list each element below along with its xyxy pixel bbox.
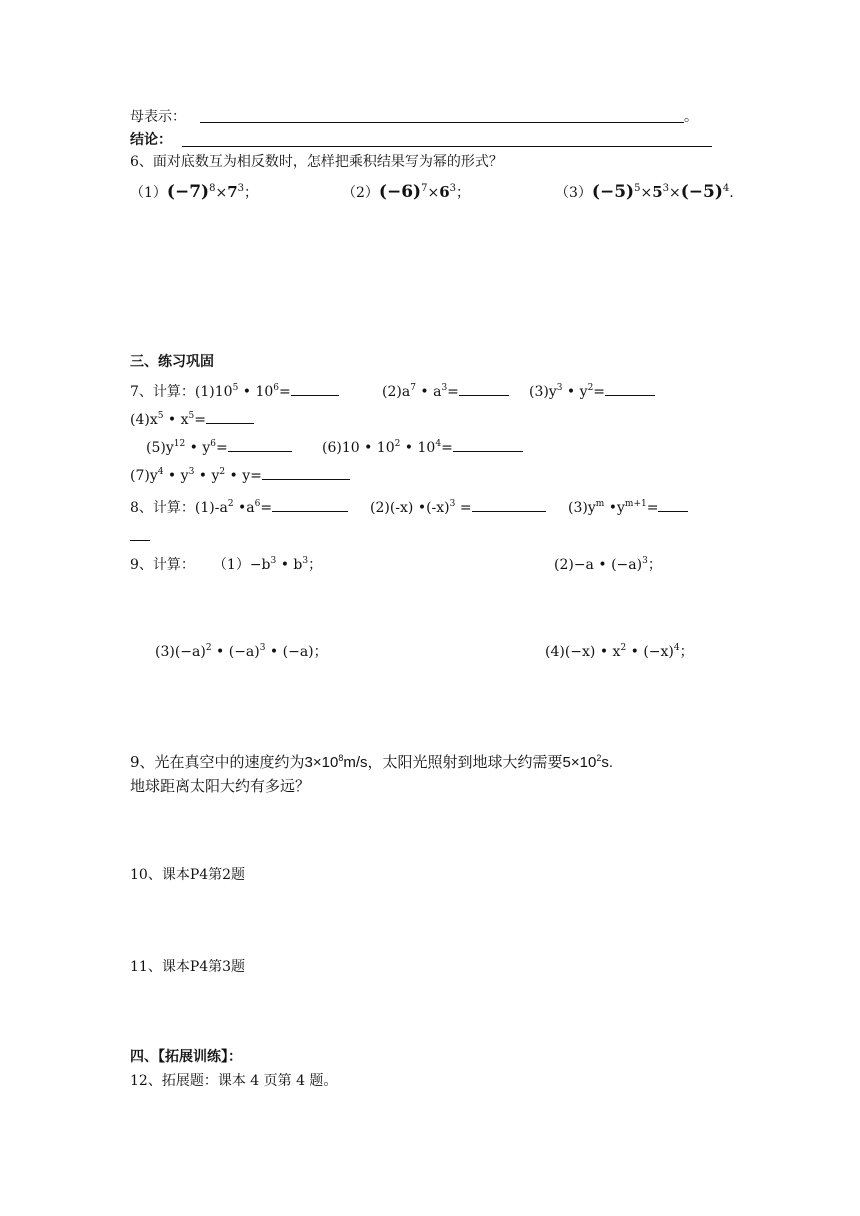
- q8-item-3: $(3)y^m$ $•y^{m+1}=$: [568, 499, 688, 519]
- q7-item-3: $(3)y^3$ • $y^2=$: [529, 383, 655, 403]
- q7-row-1: 7、计算：$(1)10^5$ • $10^6=$: [130, 383, 339, 403]
- q9b-line-2: 地球距离太阳大约有多远？: [130, 777, 311, 795]
- blank-q7-4[interactable]: [206, 411, 254, 424]
- answer-line-1[interactable]: [200, 122, 684, 123]
- answer-line-2[interactable]: [182, 146, 712, 147]
- q12-text: 12、拓展题：课本 4 页第 4 题。: [130, 1073, 338, 1089]
- section3-heading: 三、练习巩固: [130, 354, 214, 370]
- blank-q7-2[interactable]: [459, 383, 509, 396]
- q7-item-5: $(5)y^{12}$ • $y^6=$: [146, 439, 292, 459]
- blank-q7-1[interactable]: [291, 383, 339, 396]
- q7-item-2: $(2)a^7$ • $a^3=$: [382, 383, 509, 403]
- blank-q8-2[interactable]: [472, 499, 546, 512]
- blank-q7-6[interactable]: [453, 439, 523, 452]
- q7-item-4: $(4)x^5$ • $x^5=$: [130, 411, 254, 431]
- q9-item-4: (4)(−x) • $x^2$ • $(-x)^4$；: [545, 643, 694, 660]
- blank-q8-3-wrap[interactable]: [130, 528, 150, 541]
- q8-item-1: 8、计算：$(1)-a^2$ $•a^6=$: [130, 499, 348, 519]
- blank-q7-5[interactable]: [228, 439, 292, 452]
- q6-item-3: $(3)(-5)^5\times 5^3\times(-5)^4$.: [555, 182, 734, 202]
- line1-end: 。: [684, 109, 698, 125]
- q6-item-1: $(1)(-7)^8\times 7^3$；: [130, 182, 259, 202]
- q9-item-3: $(3)(-a)^2$ • $(-a)^3$ • (−a)；: [155, 643, 328, 660]
- blank-q7-7[interactable]: [262, 467, 350, 480]
- q11-text: 11、课本P4第3题: [130, 959, 246, 975]
- q9-item-1: 9、计算： $(1)-b^3$ • $b^3$；: [130, 556, 323, 573]
- blank-q8-3[interactable]: [658, 499, 688, 512]
- q7-item-6: (6)10 • $10^2$ • $10^4=$: [322, 439, 523, 459]
- q10-text: 10、课本P4第2题: [130, 867, 246, 883]
- q7-item-7: $(7)y^4$ • $y^3$ • $y^2$ • y=: [130, 467, 350, 487]
- q6-item-2: $(2)(-6)^7\times 6^3$；: [342, 182, 471, 202]
- q9b-line-1: 9、光在真空中的速度约为$3\times 10^8m/s$，太阳光照射到地球大约需要$5\times 10^2s$.: [130, 753, 614, 771]
- line1-label: 母表示：: [130, 109, 186, 125]
- blank-q8-1[interactable]: [272, 499, 348, 512]
- blank-q7-3[interactable]: [605, 383, 655, 396]
- conclusion-label: 结论：: [130, 132, 172, 148]
- q8-item-2: (2)(-x) $•(-x)^3$ =: [370, 499, 546, 519]
- section4-heading: 四、【拓展训练】：: [130, 1049, 242, 1065]
- q9-item-2: (2)−a • $(-a)^3$；: [554, 556, 662, 573]
- q6-text: 6、面对底数互为相反数时，怎样把乘积结果写为幂的形式？: [130, 154, 503, 170]
